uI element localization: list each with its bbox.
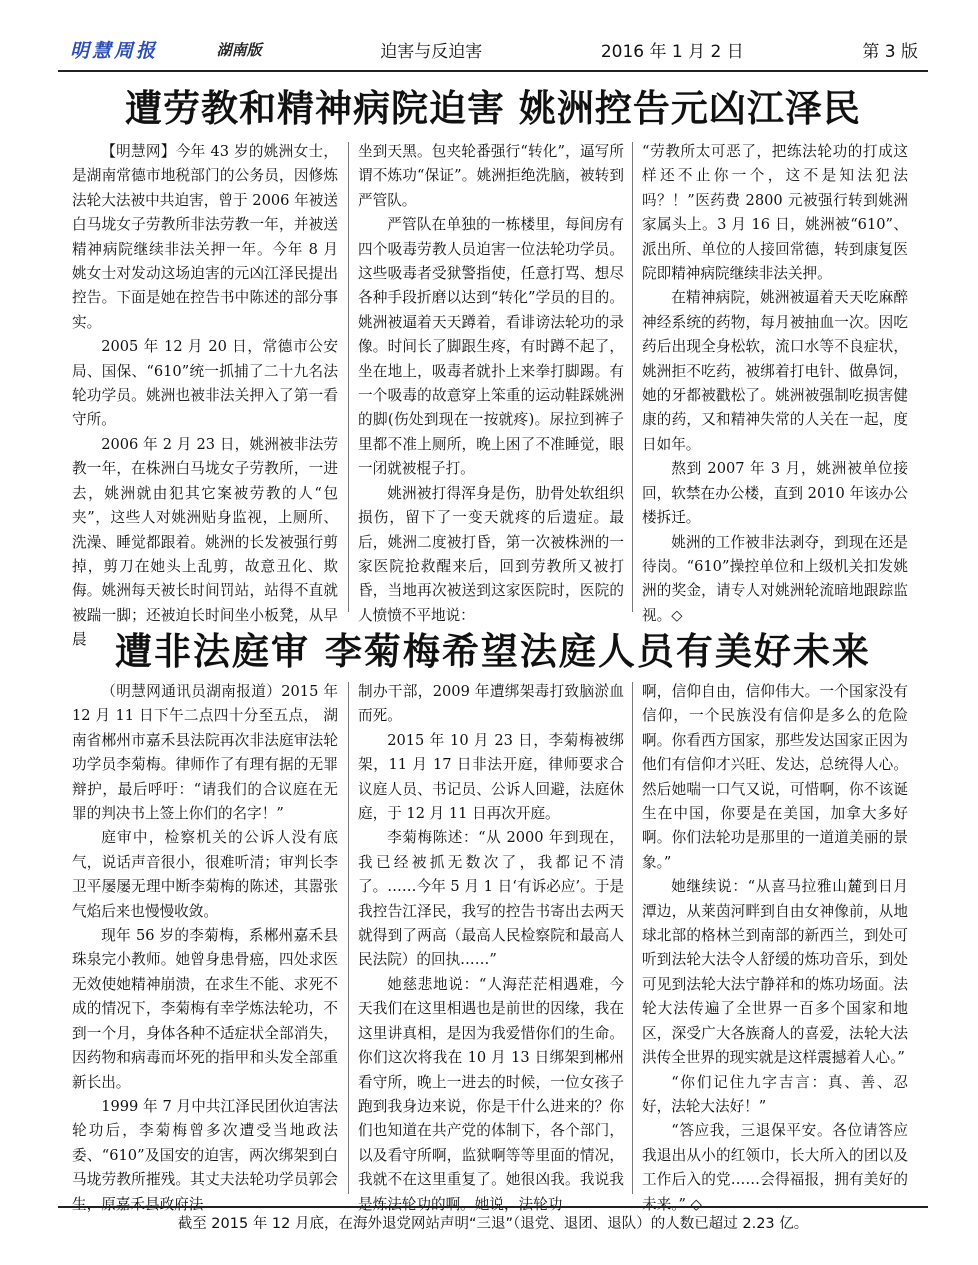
issue-date: 2016 年 1 月 2 日 (600, 41, 744, 62)
column-divider (348, 142, 349, 612)
article-1-column-1 (72, 140, 338, 649)
paragraph: 2015 年 10 月 23 日，李菊梅被绑架，11 月 17 日非法开庭，律师要求合议庭人员、书记员、公诉人回避，法庭休庭，于 12 月 11 日再次开庭。 (358, 731, 624, 823)
paragraph: 2005 年 12 月 20 日，常德市公安局、国保、“610”统一抓捕了二十九名法轮功学员。姚洲也被非法关押入了第一看守所。 (72, 338, 338, 429)
article-2-column-1 (72, 680, 338, 1213)
paragraph: 制办干部，2009 年遭绑架毒打致脑淤血而死。 (358, 683, 624, 725)
paragraph: 姚洲被打得浑身是伤，肋骨处软组织损伤，留下了一变天就疼的后遗症。最后，姚洲二度被打昏，第一次被株洲的一家医院抢救醒来后，回到劳教所又被打昏，当地再次被送到这家医院时，医院的人愤愤不平地说： (358, 484, 624, 624)
paragraph: 【明慧网】今年 43 岁的姚洲女士，是湖南常德市地税部门的公务员，因修炼法轮大法被中共迫害，曾于 2006 年被送白马垅女子劳教所非法劳教一年，并被送精神病院继续非法关押一年。今年 8 月姚女士对发动这场迫害的元凶江泽民提出控告。下面是她在控告书中陈述的部分事实。 (72, 143, 338, 331)
article-1-headline: 遭劳教和精神病院迫害 姚洲控告元凶江泽民 (125, 86, 861, 130)
paragraph: 姚洲的工作被非法剥夺，到现在还是待岗。“610”操控单位和上级机关扣发姚洲的奖金，请专人对姚洲轮流暗地跟踪监视。◇ (642, 533, 908, 624)
column-divider (348, 682, 349, 1194)
paragraph: 她继续说：“从喜马拉雅山麓到日月潭边，从莱茵河畔到自由女神像前，从地球北部的格林兰到南部的新西兰，到处可听到法轮大法令人舒缓的炼功音乐，到处可见到法轮大法宁静祥和的炼功场面。法轮大法传遍了全世界一百多个国家和地区，深受广大各族裔人的喜爱，法轮大法洪传全世界的现实就是这样震撼着人心。” (642, 878, 908, 1067)
paragraph: 现年 56 岁的李菊梅，系郴州嘉禾县珠泉完小教师。她曾身患骨癌，四处求医无效使她精神崩溃，在求生不能、求死不成的情况下，李菊梅有幸学炼法轮功，不到一个月，身体各种不适症状全部消失，因药物和病毒而坏死的指甲和头发全部重新长出。 (72, 927, 338, 1091)
footer-notice: 截至 2015 年 12 月底，在海外退党网站声明“三退”（退党、退团、退队）的人数已超过 2.23 亿。 (58, 1206, 928, 1240)
article-1-column-2 (358, 140, 624, 624)
paragraph: “答应我，三退保平安。各位请答应我退出从小的红领巾，长大所入的团以及工作后入的党……会得福报，拥有美好的未来。” ◇ (642, 1122, 908, 1213)
paragraph: “劳教所太可恶了，把练法轮功的打成这样还不止你一个，这不是知法犯法吗？！”医药费 2800 元被强行转到姚洲家属头上。3 月 16 日，姚洲被“610”、派出所、单位的人接回常德，转到康复医院即精神病院继续非法关押。 (642, 143, 908, 283)
section-title: 迫害与反迫害 (380, 41, 483, 62)
page-number: 第 3 版 (862, 41, 918, 62)
column-divider (632, 142, 633, 612)
paragraph: 啊，信仰自由，信仰伟大。一个国家没有信仰，一个民族没有信仰是多么的危险啊。你看西方国家，那些发达国家正因为他们有信仰才兴旺、发达，总统得人心。然后她喘一口气又说，可惜啊，你不该诞生在中国，你要是在美国，加拿大多好啊。你们法轮功是那里的一道道美丽的景象。” (642, 683, 908, 871)
article-2-column-2 (358, 680, 624, 1213)
column-divider (632, 682, 633, 1194)
paragraph: 严管队在单独的一栋楼里，每间房有四个吸毒劳教人员迫害一位法轮功学员。这些吸毒者受狱警指使，任意打骂、想尽各种手段折磨以达到“转化”学员的目的。姚洲被逼着天天蹲着，看诽谤法轮功的录像。时间长了脚跟生疼，有时蹲不起了，坐在地上，吸毒者就扑上来拳打脚踢。有一个吸毒的故意穿上笨重的运动鞋踩姚洲的脚(伤处到现在一按就疼)。尿拉到裤子里都不准上厕所，晚上困了不准睡觉，眼一闭就被棍子打。 (358, 216, 624, 478)
paragraph: 她慈悲地说：“人海茫茫相遇难，今天我们在这里相遇也是前世的因缘，我在这里讲真相，是因为我爱惜你们的生命。你们这次将我在 10 月 13 日绑架到郴州看守所，晚上一进去的时候，一位女孩子跑到我身边来说，你是干什么进来的？你们也知道在共产党的体制下，各个部门，以及看守所啊，监狱啊等等里面的情况，我就不在这里重复了。她很凶我。我说我是炼法轮功的啊。她说，法轮功 (358, 975, 624, 1213)
paragraph: 1999 年 7 月中共江泽民团伙迫害法轮功后，李菊梅曾多次遭受当地政法委、“610”及国安的迫害，两次绑架到白马垅劳教所摧残。其丈夫法轮功学员郭会生，原嘉禾县政府法 (72, 1097, 338, 1213)
article-1-body (72, 140, 908, 649)
paragraph: 2006 年 2 月 23 日，姚洲被非法劳教一年，在株洲白马垅女子劳教所，一进去，姚洲就由犯其它案被劳教的人“包夹”，这些人对姚洲贴身监视，上厕所、洗澡、睡觉都跟着。姚洲的长发被强行剪掉，剪刀在她头上乱剪，故意丑化、欺侮。姚洲每天被长时间罚站，站得不直就被踹一脚；还被迫长时间坐小板凳，从早晨 (72, 435, 338, 649)
paragraph: 在精神病院，姚洲被逼着天天吃麻醉神经系统的药物，每月被抽血一次。因吃药后出现全身松软，流口水等不良症状，姚洲拒不吃药，被绑着打电针、做鼻饲，她的牙都被戳松了。姚洲被强制吃损害健康的药，又和精神失常的人关在一起，度日如年。 (642, 289, 908, 453)
article-2-column-3 (642, 680, 908, 1213)
paragraph: “你们记住九字吉言：真、善、忍好，法轮大法好！” (642, 1073, 908, 1115)
masthead: 明慧周报 (70, 39, 159, 62)
edition-label: 湖南版 (216, 40, 262, 59)
article-2-headline: 遭非法庭审 李菊梅希望法庭人员有美好未来 (115, 629, 871, 673)
article-2-body (72, 680, 908, 1213)
paragraph: 坐到天黑。包夹轮番强行“转化”，逼写所谓不炼功“保证”。姚洲拒绝洗脑，被转到严管队。 (358, 143, 624, 209)
page-header (58, 28, 928, 72)
paragraph: 李菊梅陈述：“从 2000 年到现在，我已经被抓无数次了，我都记不清了。……今年 5 月 1 日‘有诉必应’。于是我控告江泽民，我写的控告书寄出去两天就得到了两高（最高人民检察院和最高人民法院）的回执……” (358, 829, 624, 969)
paragraph: 庭审中，检察机关的公诉人没有底气，说话声音很小，很难听清；审判长李卫平屡屡无理中断李菊梅的陈述，其嚣张气焰后来也慢慢收敛。 (72, 829, 338, 920)
paragraph: 熬到 2007 年 3 月，姚洲被单位接回，软禁在办公楼，直到 2010 年该办公楼拆迁。 (642, 460, 908, 527)
paragraph: （明慧网通讯员湖南报道）2015 年 12 月 11 日下午二点四十分至五点， 湖南省郴州市嘉禾县法院再次非法庭审法轮功学员李菊梅。律师作了有理有据的无罪辩护，最后呼吁：“请我们的合议庭在无罪的判决书上签上你们的名字！” (72, 683, 338, 823)
article-1-column-3 (642, 140, 908, 624)
